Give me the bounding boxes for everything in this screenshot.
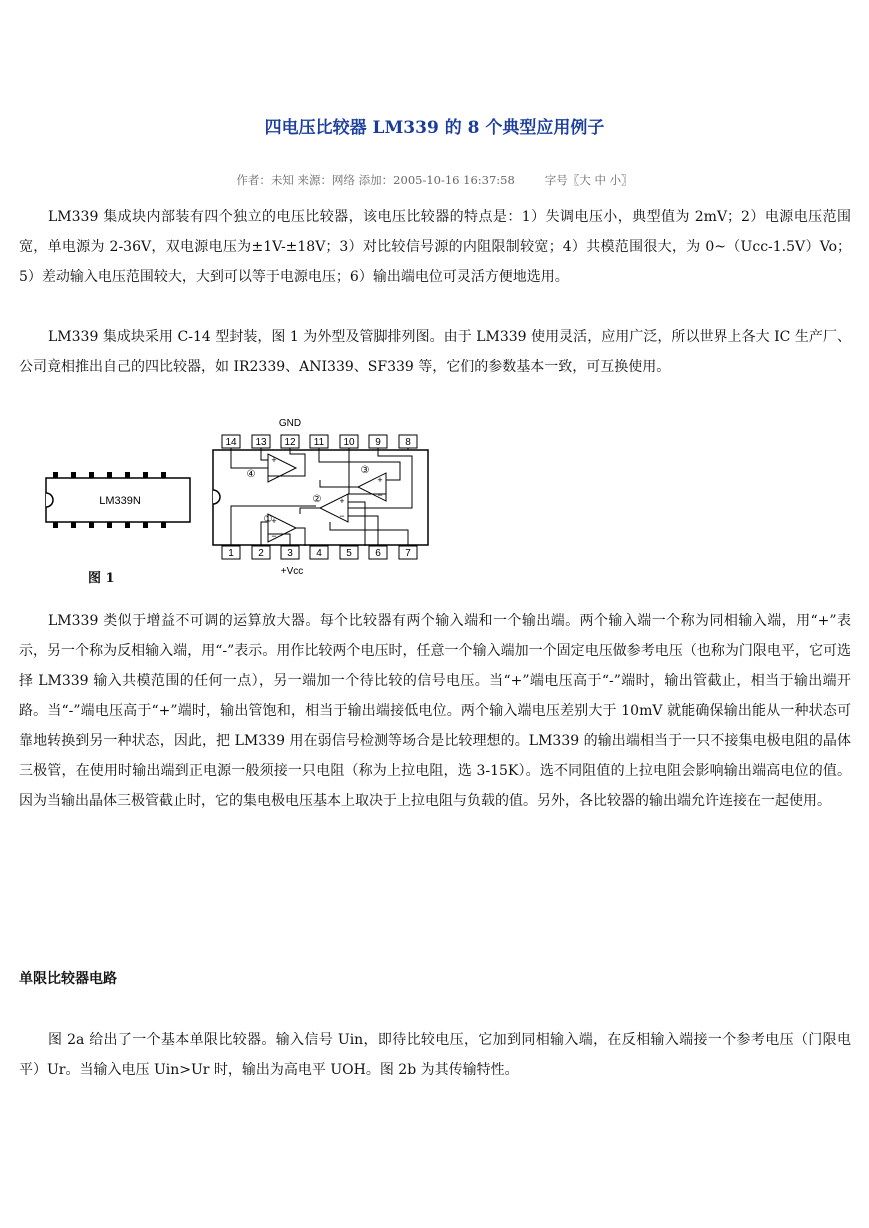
comparator-1-label: ① <box>263 514 273 525</box>
comp1-plus: + <box>271 516 277 526</box>
pin-2: 2 <box>258 548 264 559</box>
section-heading: 单限比较器电路 <box>19 971 117 987</box>
dip-package <box>46 472 190 528</box>
pin-12: 12 <box>284 437 296 448</box>
comp3-plus: + <box>377 475 383 485</box>
comp2-plus: + <box>339 496 345 506</box>
pin-11: 11 <box>313 437 325 448</box>
pin-9: 9 <box>375 437 381 448</box>
pin-10: 10 <box>343 437 355 448</box>
comparator-3-label: ③ <box>360 465 370 476</box>
pin-8: 8 <box>405 437 411 448</box>
vcc-label: +Vcc <box>280 566 304 577</box>
pin-5: 5 <box>346 548 352 559</box>
gnd-label: GND <box>278 418 302 429</box>
pin-7: 7 <box>405 548 411 559</box>
comp2-minus: − <box>339 511 345 521</box>
pin-4: 4 <box>316 548 322 559</box>
pin-1: 1 <box>228 548 234 559</box>
article-title: 四电压比较器 LM339 的 8 个典型应用例子 <box>264 118 605 138</box>
comp4-minus: − <box>271 471 277 481</box>
comp4-plus: + <box>271 455 277 465</box>
article-meta <box>0 172 869 188</box>
figure-1 <box>30 410 430 584</box>
section-paragraph: 图 2a 给出了一个基本单限比较器。输入信号 Uin，即待比较电压，它加到同相输入端，在反相输入端接一个参考电压（门限电平）Ur。当输入电压 Uin>Ur 时，输出为高电平 UOH。图 2b 为其传输特性。 <box>19 1032 851 1078</box>
paragraph-3: LM339 类似于增益不可调的运算放大器。每个比较器有两个输入端和一个输出端。两个输入端一个称为同相输入端，用“+”表示，另一个称为反相输入端，用“-”表示。用作比较两个电压时，任意一个输入端加一个固定电压做参考电压（也称为门限电平，它可选择 LM339 输入共模范围的任何一点），另一端加一个待比较的信号电压。当“+”端电压高于“-”端时，输出管截止，相当于输出端开路。当“-”端电压高于“+”端时，输出管饱和，相当于输出端接低电位。两个输入端电压差别大于 10mV 就能确保输出能从一种状态可靠地转换到另一种状态，因此，把 LM339 用在弱信号检测等场合是比较理想的。LM339 的输出端相当于一只不接集电极电阻的晶体三极管，在使用时输出端到正电源一般须接一只电阻（称为上拉电阻，选 3-15K）。选不同阻值的上拉电阻会影响输出端高电位的值。因为当输出晶体三极管截止时，它的集电极电压基本上取决于上拉电阻与负载的值。另外，各比较器的输出端允许连接在一起使用。 <box>19 613 851 809</box>
comparator-4-label: ④ <box>246 469 256 480</box>
chip-label: LM339N <box>99 495 141 507</box>
font-size-selector[interactable]: 字号〖大 中 小〗 <box>544 173 633 187</box>
comparator-2-label: ② <box>312 494 322 505</box>
pin-13: 13 <box>255 437 267 448</box>
figure-caption: 图 1 <box>88 571 115 586</box>
comp1-minus: − <box>271 531 277 541</box>
comp3-minus: − <box>377 490 383 500</box>
pin-6: 6 <box>375 548 381 559</box>
lm339-pinout-diagram <box>30 410 430 580</box>
meta-info: 作者：未知 来源：网络 添加：2005-10-16 16:37:58 <box>236 173 515 187</box>
bottom-pin-numbers <box>228 548 411 559</box>
pin-3: 3 <box>287 548 293 559</box>
paragraph-2: LM339 集成块采用 C-14 型封装，图 1 为外型及管脚排列图。由于 LM339 使用灵活，应用广泛，所以世界上各大 IC 生产厂、公司竟相推出自己的四比较器，如 IR2339、ANI339、SF339 等，它们的参数基本一致，可互换使用。 <box>19 329 851 375</box>
pin-14: 14 <box>225 437 237 448</box>
top-pin-numbers <box>225 437 411 448</box>
paragraph-1: LM339 集成块内部装有四个独立的电压比较器，该电压比较器的特点是：1）失调电压小，典型值为 2mV；2）电源电压范围宽，单电源为 2-36V，双电源电压为±1V-±18V；3）对比较信号源的内阻限制较宽；4）共模范围很大，为 0~（Ucc-1.5V）Vo；5）差动输入电压范围较大，大到可以等于电源电压；6）输出端电位可灵活方便地选用。 <box>19 209 851 285</box>
